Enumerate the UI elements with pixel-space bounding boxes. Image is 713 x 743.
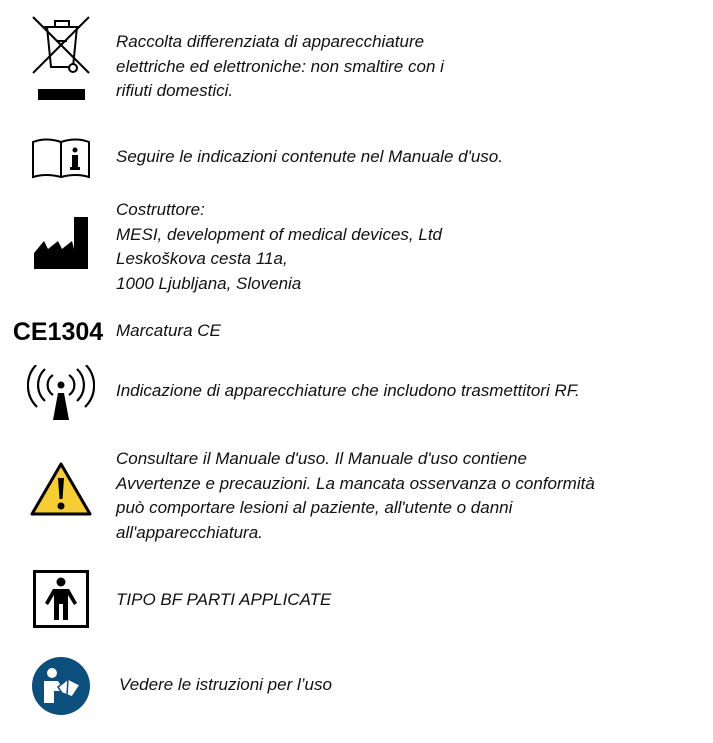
weee-bin-icon <box>18 12 104 102</box>
rf-transmitter-icon <box>18 362 104 424</box>
manufacturer-icon <box>18 212 104 272</box>
text-line: Marcatura CE <box>116 321 221 340</box>
text-line: Avvertenze e precauzioni. La mancata osservanza o conformità <box>116 473 595 493</box>
manual-info-icon <box>18 135 104 183</box>
text-line: all'apparecchiatura. <box>116 522 263 542</box>
text-line: Vedere le istruzioni per l’uso <box>119 675 332 694</box>
text-line: rifiuti domestici. <box>116 81 234 100</box>
read-instructions-icon <box>18 656 104 716</box>
text-line: Costruttore: <box>116 200 205 219</box>
text-line: Indicazione di apparecchiature che includono trasmettitori RF. <box>116 381 580 400</box>
text-line: 1000 Ljubljana, Slovenia <box>116 273 302 293</box>
text-line: MESI, development of medical devices, Ltd <box>116 224 442 244</box>
text-line: Seguire le indicazioni contenute nel Manuale d'uso. <box>116 147 503 166</box>
ce-mark-icon: CE1304 <box>12 317 104 346</box>
type-bf-icon <box>18 570 104 628</box>
warning-icon <box>18 460 104 518</box>
text-line: TIPO BF PARTI APPLICATE <box>116 590 332 609</box>
text-line: può comportare lesioni al paziente, all'utente o danni <box>116 498 513 517</box>
text-line: Consultare il Manuale d'uso. Il Manuale d'uso contiene <box>116 449 527 468</box>
text-line: Raccolta differenziata di apparecchiature <box>116 32 425 51</box>
text-line: elettriche ed elettroniche: non smaltire con i <box>116 56 444 76</box>
text-line: Leskoškova cesta 11a, <box>116 249 288 268</box>
